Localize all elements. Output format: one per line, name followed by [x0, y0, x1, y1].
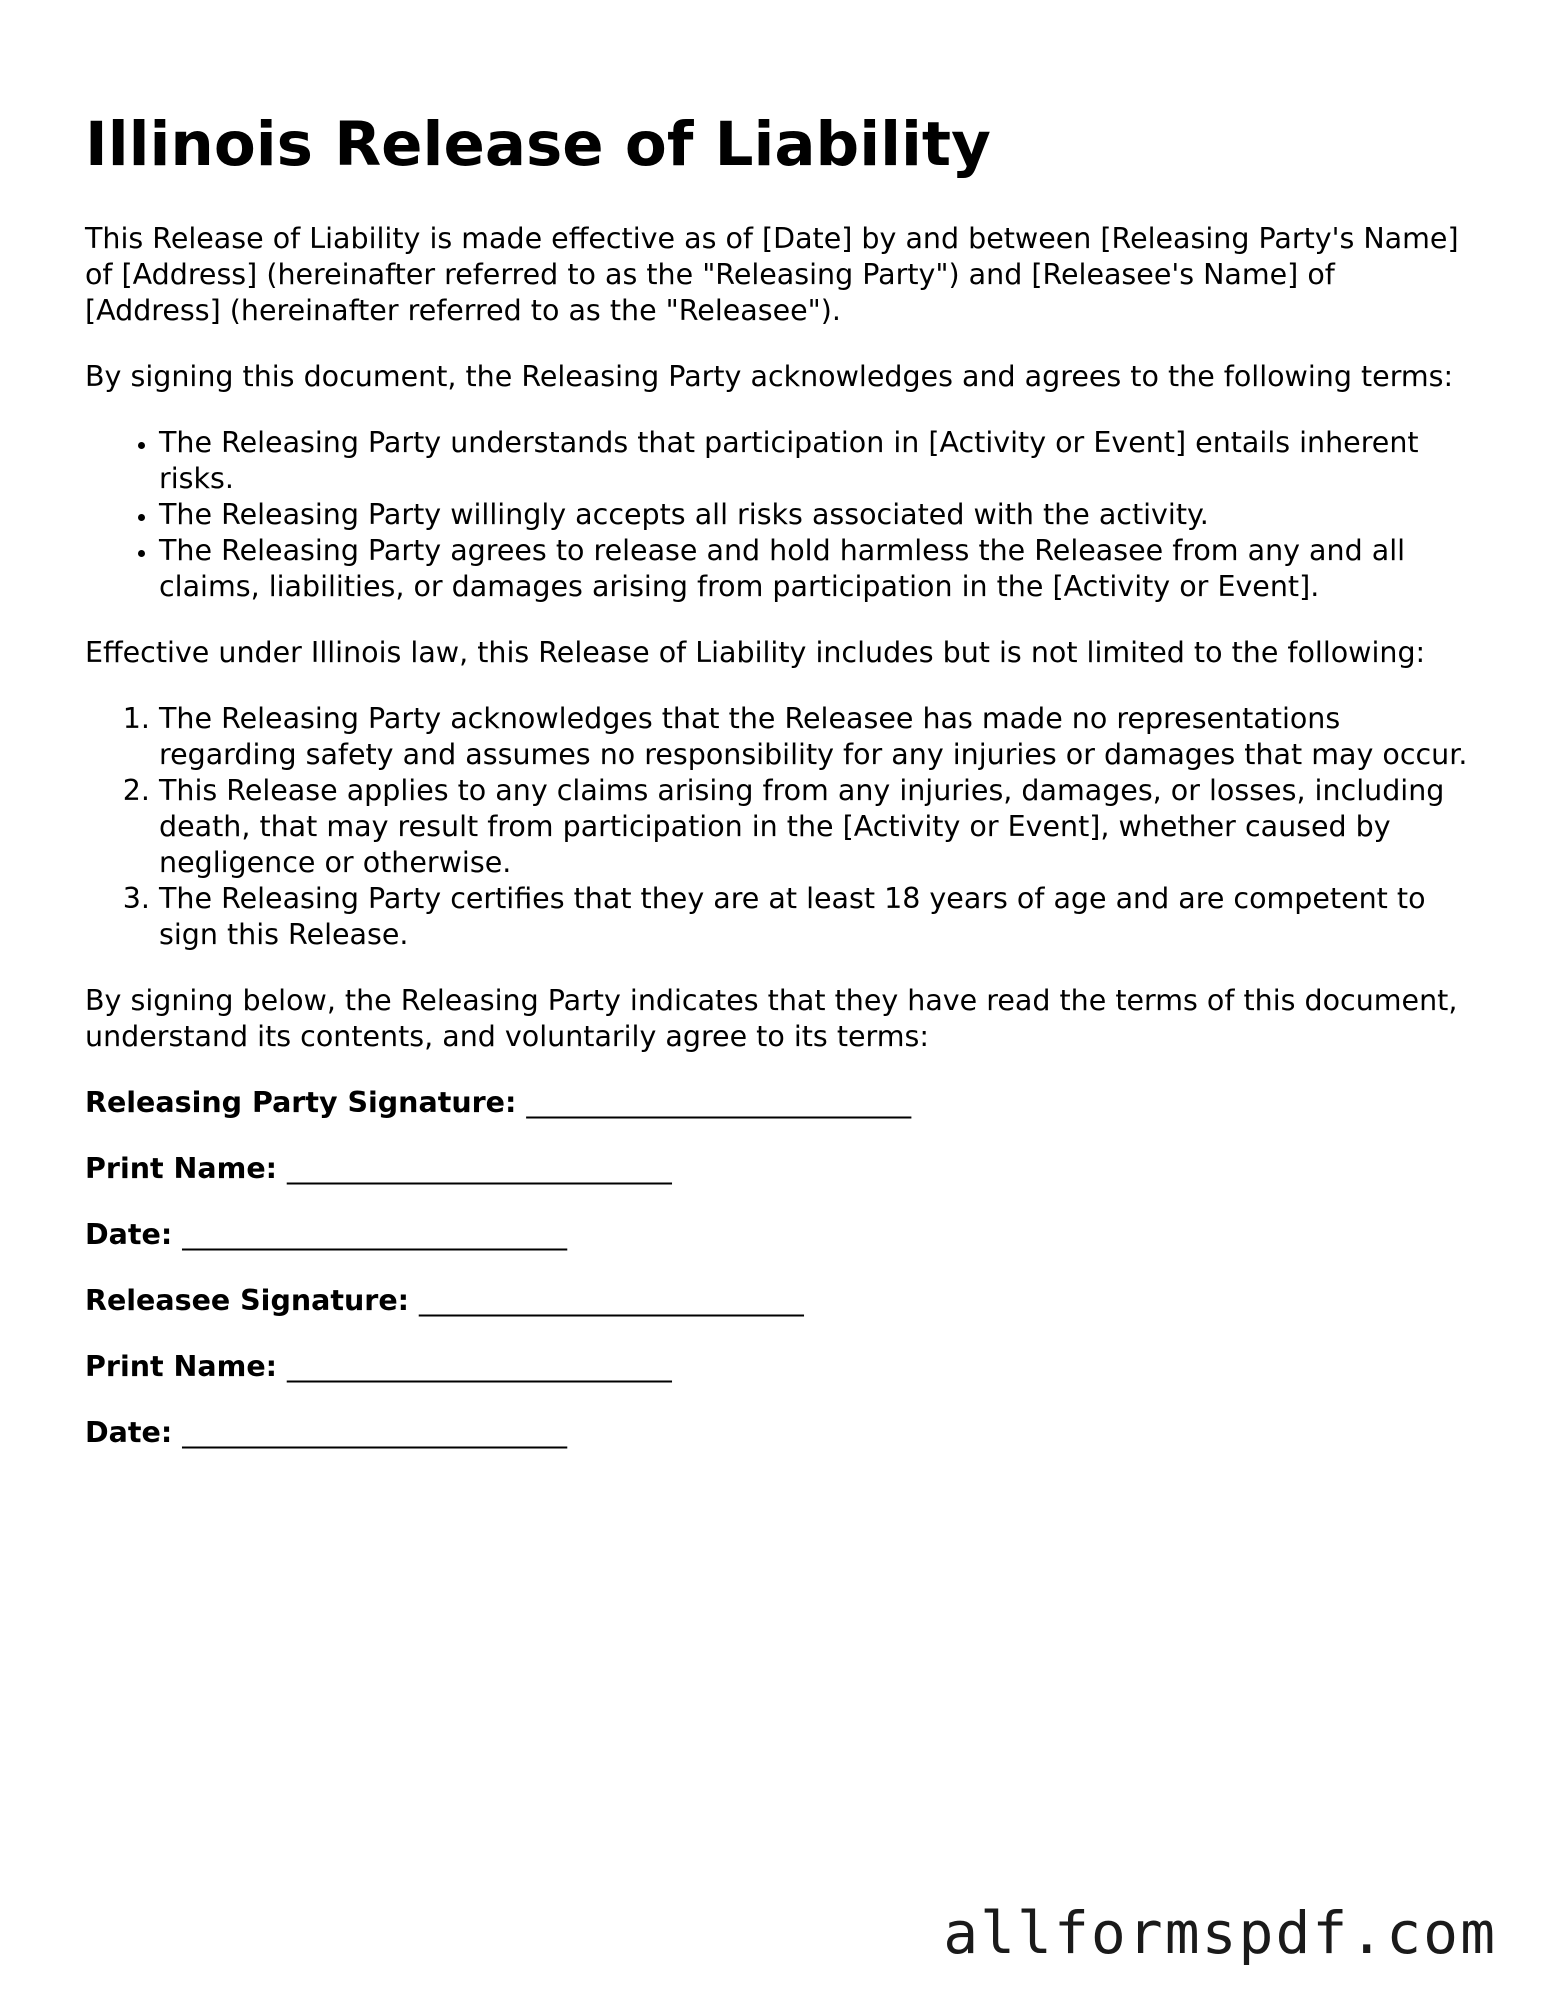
numbered-item: 3. The Releasing Party certifies that they are at least 18 years of age and are competent to sign this Release.: [159, 881, 1475, 953]
site-watermark: allformspdf.com: [943, 1899, 1497, 1967]
date-line[interactable]: ___________________________: [182, 1218, 567, 1251]
field-label: Releasing Party Signature:: [85, 1086, 517, 1119]
law-intro-paragraph: Effective under Illinois law, this Release of Liability includes but is not limited to the following:: [85, 636, 1426, 669]
document-title: Illinois Release of Liability: [85, 109, 991, 180]
releasee-signature-field: [85, 1283, 1475, 1319]
releasing-party-signature-field: [85, 1085, 1475, 1121]
field-label: Date:: [85, 1218, 173, 1251]
field-label: Date:: [85, 1416, 173, 1449]
bullet-item: • The Releasing Party understands that participation in [Activity or Event] entails inherent risks.: [159, 425, 1475, 497]
releasing-party-print-name-field: [85, 1151, 1475, 1187]
terms-numbered-list: [85, 701, 1475, 953]
print-name-line[interactable]: ___________________________: [287, 1350, 672, 1383]
releasee-print-name-field: [85, 1349, 1475, 1385]
terms-bullet-list: [85, 425, 1475, 605]
bullet-item: • The Releasing Party agrees to release and hold harmless the Releasee from any and all claims, liabilities, or damages arising from participation in the [Activity or Event].: [159, 533, 1475, 605]
releasing-party-date-field: [85, 1217, 1475, 1253]
print-name-line[interactable]: ___________________________: [287, 1152, 672, 1185]
numbered-item: 2. This Release applies to any claims arising from any injuries, damages, or losses, including death, that may result from participation in the [Activity or Event], whether caused by negligence or otherwise.: [159, 773, 1475, 881]
intro-paragraph: This Release of Liability is made effective as of [Date] by and between [Releasing Party's Name] of [Address] (hereinafter referred to as the "Releasing Party") and [Releasee's Name] of [Address] (hereinafter referred to as the "Releasee").: [85, 222, 1459, 327]
closing-paragraph: By signing below, the Releasing Party indicates that they have read the terms of this document, understand its contents, and voluntarily agree to its terms:: [85, 984, 1458, 1053]
field-label: Print Name:: [85, 1152, 278, 1185]
document-body: [85, 221, 1475, 1481]
acknowledgment-paragraph: By signing this document, the Releasing Party acknowledges and agrees to the following terms:: [85, 360, 1454, 393]
field-label: Releasee Signature:: [85, 1284, 410, 1317]
numbered-item: 1. The Releasing Party acknowledges that the Releasee has made no representations regarding safety and assumes no responsibility for any injuries or damages that may occur.: [159, 701, 1475, 773]
field-label: Print Name:: [85, 1350, 278, 1383]
signature-line[interactable]: ___________________________: [419, 1284, 804, 1317]
bullet-item: • The Releasing Party willingly accepts all risks associated with the activity.: [159, 497, 1475, 533]
releasee-date-field: [85, 1415, 1475, 1451]
signature-line[interactable]: ___________________________: [526, 1086, 912, 1119]
date-line[interactable]: ___________________________: [182, 1416, 567, 1449]
